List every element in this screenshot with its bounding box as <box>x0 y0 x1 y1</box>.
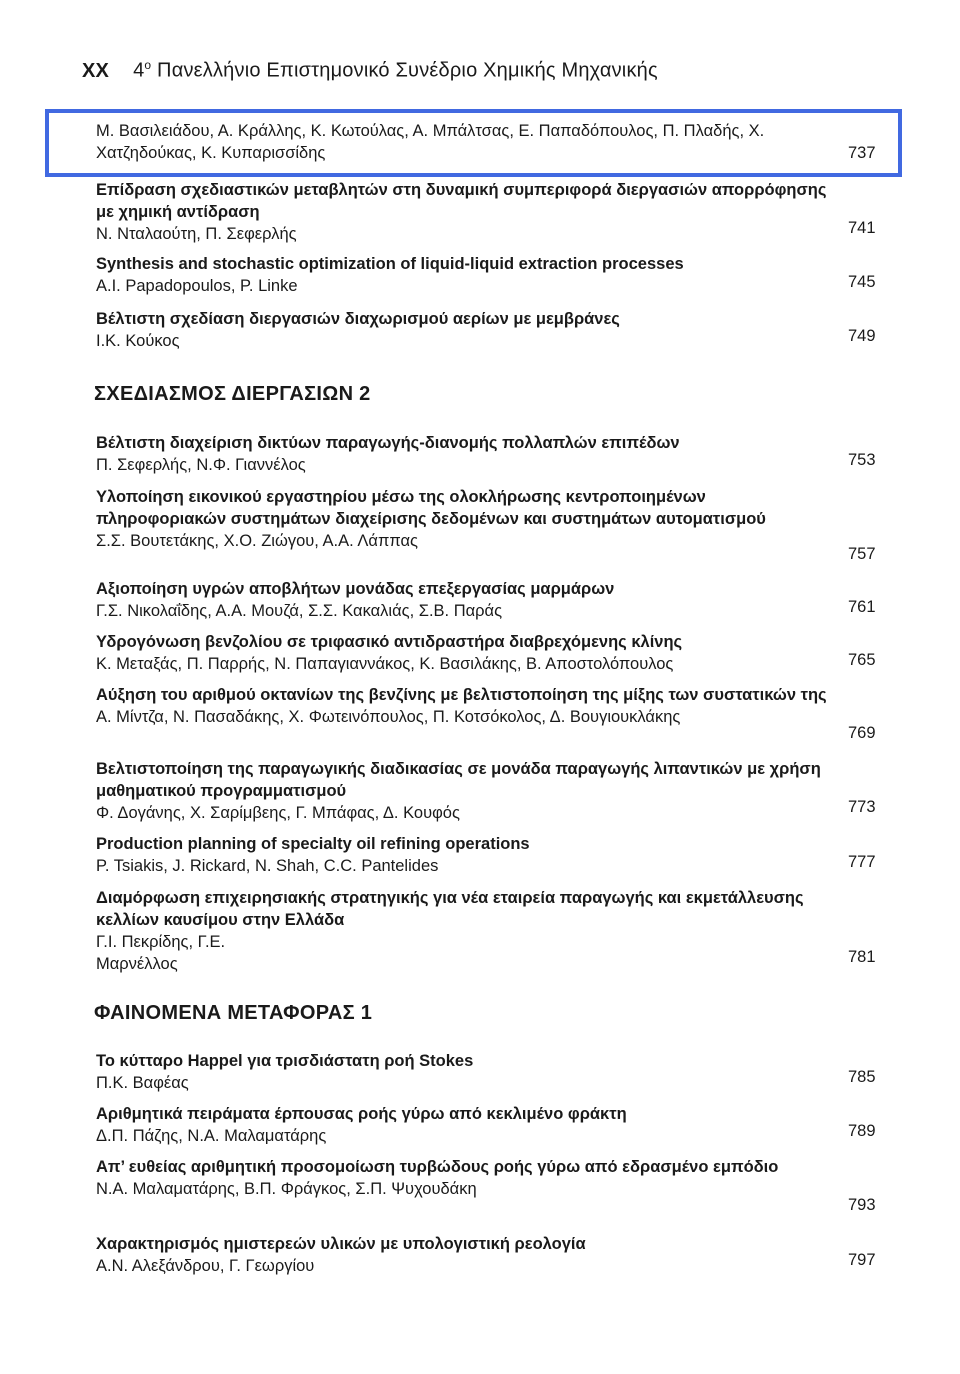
toc-entry[interactable] <box>96 578 836 622</box>
entry-title: Επίδραση σχεδιαστικών μεταβλητών στη δυναμική συμπεριφορά διεργασιών απορρόφησης με χημική αντίδραση <box>96 181 827 221</box>
entry-title: Βέλτιστη διαχείριση δικτύων παραγωγής-διανομής πολλαπλών επιπέδων <box>96 434 680 452</box>
entry-title: Βέλτιστη σχεδίαση διεργασιών διαχωρισμού αερίων με μεμβράνες <box>96 310 620 328</box>
entry-authors: Φ. Δογάνης, Χ. Σαρίμβεης, Γ. Μπάφας, Δ. Κουφός <box>96 804 460 822</box>
header-title: Πανελλήνιο Επιστημονικό Συνέδριο Χημικής Μηχανικής <box>151 59 658 82</box>
toc-entry[interactable] <box>96 308 836 352</box>
entry-authors: Σ.Σ. Βουτετάκης, Χ.Ο. Ζιώγου, Α.Α. Λάππας <box>96 532 418 550</box>
entry-authors: P. Tsiakis, J. Rickard, N. Shah, C.C. Pantelides <box>96 857 439 875</box>
page-number-header: XX <box>82 59 110 82</box>
toc-entry[interactable] <box>96 684 836 728</box>
toc-entry[interactable] <box>96 833 836 877</box>
toc-entry[interactable] <box>96 179 836 245</box>
entry-title: Υδρογόνωση βενζολίου σε τριφασικό αντιδραστήρα διαβρεχόμενης κλίνης <box>96 633 683 651</box>
toc-entry[interactable] <box>96 1233 836 1277</box>
entry-page-number: 793 <box>848 1196 876 1214</box>
entry-title: Αριθμητικά πειράματα έρπουσας ροής γύρω από κεκλιμένο φράκτη <box>96 1105 627 1123</box>
entry-title: Χαρακτηρισμός ημιστερεών υλικών με υπολογιστική ρεολογία <box>96 1235 586 1253</box>
toc-entry[interactable] <box>96 253 836 297</box>
entry-authors: Α. Μίντζα, Ν. Πασαδάκης, Χ. Φωτεινόπουλος, Π. Κοτσόκολος, Δ. Βουγιουκλάκης <box>96 708 681 726</box>
section-heading: ΣΧΕΔΙΑΣΜΟΣ ΔΙΕΡΓΑΣΙΩΝ 2 <box>94 383 371 405</box>
entry-authors: Ν.Α. Μαλαματάρης, Β.Π. Φράγκος, Σ.Π. Ψυχουδάκη <box>96 1180 477 1198</box>
entry-page-number: 797 <box>848 1251 876 1269</box>
entry-page-number: 741 <box>848 219 876 237</box>
entry-page-number: 785 <box>848 1068 876 1086</box>
entry-authors: A.I. Papadopoulos, P. Linke <box>96 277 298 295</box>
entry-page-number: 757 <box>848 545 876 563</box>
toc-entry[interactable] <box>96 1156 836 1200</box>
toc-entry[interactable] <box>96 120 836 164</box>
toc-entry[interactable] <box>96 631 836 675</box>
entry-title: Βελτιστοποίηση της παραγωγικής διαδικασίας σε μονάδα παραγωγής λιπαντικών με χρήση μαθηματικού προγραμματισμού <box>96 760 821 800</box>
entry-page-number: 761 <box>848 598 876 616</box>
entry-page-number: 745 <box>848 273 876 291</box>
entry-page-number: 753 <box>848 451 876 469</box>
entry-title: Απ’ ευθείας αριθμητική προσομοίωση τυρβώδους ροής γύρω από εδρασμένο εμπόδιο <box>96 1158 779 1176</box>
toc-entry[interactable] <box>96 758 836 824</box>
entry-title: Αύξηση του αριθμού οκτανίων της βενζίνης με βελτιστοποίηση της μίξης των συστατικών της <box>96 686 827 704</box>
entry-title: Διαμόρφωση επιχειρησιακής στρατηγικής για νέα εταιρεία παραγωγής και εκμετάλλευσης κελλίων καυσίμου στην Ελλάδα <box>96 889 804 929</box>
toc-entry[interactable] <box>96 887 836 975</box>
entry-page-number: 773 <box>848 798 876 816</box>
entry-authors: Γ.Σ. Νικολαΐδης, Α.Α. Μουζά, Σ.Σ. Κακαλιάς, Σ.Β. Παράς <box>96 602 503 620</box>
entry-authors: Κ. Μεταξάς, Π. Παρρής, Ν. Παπαγιαννάκος, Κ. Βασιλάκης, Β. Αποστολόπουλος <box>96 655 674 673</box>
entry-title: Το κύτταρο Happel για τρισδιάστατη ροή Stokes <box>96 1052 474 1070</box>
toc-entry[interactable] <box>96 486 836 552</box>
entry-page-number: 769 <box>848 724 876 742</box>
entry-authors: Α.Ν. Αλεξάνδρου, Γ. Γεωργίου <box>96 1257 315 1275</box>
entry-page-number: 781 <box>848 948 876 966</box>
entry-authors: Ι.Κ. Κούκος <box>96 332 180 350</box>
entry-page-number: 765 <box>848 651 876 669</box>
entry-page-number: 789 <box>848 1122 876 1140</box>
entry-title: Production planning of specialty oil refining operations <box>96 835 530 853</box>
entry-authors: Γ.Ι. Πεκρίδης, Γ.Ε. Μαρνέλλος <box>96 933 226 973</box>
entry-authors: Π.Κ. Βαφέας <box>96 1074 189 1092</box>
entry-authors: Π. Σεφερλής, Ν.Φ. Γιαννέλος <box>96 456 306 474</box>
entry-authors: Δ.Π. Πάζης, Ν.Α. Μαλαματάρης <box>96 1127 327 1145</box>
running-header <box>82 58 658 83</box>
toc-entry[interactable] <box>96 1103 836 1147</box>
entry-authors: Ν. Νταλαούτη, Π. Σεφερλής <box>96 225 297 243</box>
entry-page-number: 749 <box>848 327 876 345</box>
toc-entry[interactable] <box>96 1050 836 1094</box>
entry-page-number: 777 <box>848 853 876 871</box>
section-heading: ΦΑΙΝΟΜΕΝΑ ΜΕΤΑΦΟΡΑΣ 1 <box>94 1002 373 1024</box>
entry-authors: Μ. Βασιλειάδου, Α. Κράλλης, Κ. Κωτούλας, Α. Μπάλτσας, Ε. Παπαδόπουλος, Π. Πλαδής, Χ. Χατζηδούκας, Κ. Κυπαρισσίδης <box>96 122 765 162</box>
entry-title: Υλοποίηση εικονικού εργαστηρίου μέσω της ολοκλήρωσης κεντροποιημένων πληροφοριακών συστημάτων διαχείρισης δεδομένων και συστημάτων αυτοματισμού <box>96 488 766 528</box>
entry-page-number: 737 <box>848 144 876 162</box>
header-title-prefix: 4 <box>133 59 145 82</box>
entry-title: Synthesis and stochastic optimization of liquid-liquid extraction processes <box>96 255 684 273</box>
header-title-sup: ο <box>144 58 152 72</box>
toc-entry[interactable] <box>96 432 836 476</box>
entry-title: Αξιοποίηση υγρών αποβλήτων μονάδας επεξεργασίας μαρμάρων <box>96 580 615 598</box>
